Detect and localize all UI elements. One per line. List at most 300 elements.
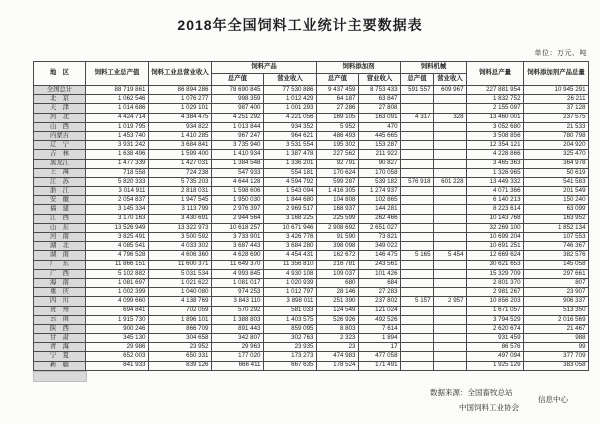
value-cell: 4 606 360 <box>149 251 212 260</box>
value-cell: 1 384 548 <box>212 159 264 168</box>
value-cell: 262 466 <box>359 214 401 223</box>
value-cell: 964 621 <box>264 131 317 140</box>
value-cell: 4 384 475 <box>149 113 212 122</box>
value-cell: 3 687 443 <box>212 242 264 251</box>
value-cell: 2 016 569 <box>524 315 589 324</box>
value-cell <box>434 242 467 251</box>
table-header <box>34 62 589 86</box>
value-cell: 4 085 541 <box>86 242 149 251</box>
value-cell: 650 331 <box>149 352 212 361</box>
value-cell: 4 251 292 <box>212 113 264 122</box>
value-cell: 526 926 <box>317 315 359 324</box>
region-cell: 黑龙江 <box>34 159 86 168</box>
table-row <box>34 288 589 297</box>
table-row <box>34 168 589 177</box>
value-cell: 23 935 <box>264 343 317 352</box>
table-row <box>34 141 589 150</box>
value-cell: 90 827 <box>359 159 401 168</box>
value-cell: 109 037 <box>317 269 359 278</box>
region-cell: 贵 州 <box>34 306 86 315</box>
value-cell: 92 791 <box>317 159 359 168</box>
value-cell: 5 031 534 <box>149 269 212 278</box>
value-cell: 77 530 886 <box>264 86 317 95</box>
value-cell: 1 416 305 <box>317 187 359 196</box>
value-cell: 1 012 797 <box>264 288 317 297</box>
value-cell: 204 920 <box>524 141 589 150</box>
value-cell: 10 691 251 <box>467 242 524 251</box>
value-cell: 4 033 302 <box>149 242 212 251</box>
value-cell: 667 635 <box>264 361 317 370</box>
region-cell: 上 海 <box>34 168 86 177</box>
value-cell <box>434 306 467 315</box>
value-cell: 1 453 740 <box>86 131 149 140</box>
value-cell: 9 437 459 <box>317 86 359 95</box>
header-industry-output: 饲料工业总产值 <box>86 62 149 86</box>
value-cell: 178 524 <box>317 361 359 370</box>
value-cell: 541 583 <box>524 177 589 186</box>
value-cell: 2 801 370 <box>467 278 524 287</box>
value-cell: 382 576 <box>524 251 589 260</box>
value-cell: 3 733 901 <box>212 233 264 242</box>
value-cell: 866 709 <box>149 324 212 333</box>
value-cell: 86 894 286 <box>149 86 212 95</box>
value-cell: 513 350 <box>524 306 589 315</box>
value-cell: 807 <box>524 278 589 287</box>
value-cell: 3 684 280 <box>264 242 317 251</box>
value-cell: 1 852 134 <box>524 223 589 232</box>
value-cell: 967 247 <box>212 131 264 140</box>
value-cell: 2 976 397 <box>212 205 264 214</box>
header-group-feed-machinery: 饲料机械 <box>401 62 467 74</box>
value-cell <box>434 269 467 278</box>
value-cell: 251 390 <box>317 297 359 306</box>
value-cell: 1 947 545 <box>149 196 212 205</box>
value-cell: 906 337 <box>524 297 589 306</box>
value-cell: 4 930 108 <box>264 269 317 278</box>
value-cell: 13 322 973 <box>149 223 212 232</box>
value-cell: 237 575 <box>524 113 589 122</box>
value-cell: 601 228 <box>434 177 467 186</box>
value-cell: 2 620 674 <box>467 324 524 333</box>
value-cell: 1 076 277 <box>149 95 212 104</box>
value-cell <box>434 150 467 159</box>
value-cell: 841 933 <box>86 361 149 370</box>
value-cell: 86 576 <box>467 343 524 352</box>
value-cell: 2 651 027 <box>359 223 401 232</box>
value-cell: 27 808 <box>359 104 401 113</box>
statistics-table <box>33 61 589 371</box>
value-cell: 652 003 <box>86 352 149 361</box>
value-cell <box>401 159 434 168</box>
value-cell: 1 014 686 <box>86 104 149 113</box>
value-cell: 169 105 <box>317 113 359 122</box>
value-cell <box>401 122 434 131</box>
value-cell: 1 915 730 <box>86 315 149 324</box>
value-cell <box>434 159 467 168</box>
value-cell: 1 599 400 <box>149 150 212 159</box>
value-cell: 225 599 <box>317 214 359 223</box>
value-cell <box>434 223 467 232</box>
value-cell: 195 302 <box>317 141 359 150</box>
value-cell <box>401 334 434 343</box>
header-additive-revenue: 营业收入 <box>359 74 401 86</box>
value-cell: 3 052 680 <box>467 122 524 131</box>
data-source-right: 信息中心 <box>538 395 568 404</box>
value-cell: 470 <box>359 122 401 131</box>
value-cell: 4 228 866 <box>467 150 524 159</box>
value-cell: 445 665 <box>359 131 401 140</box>
region-cell: 福 建 <box>34 205 86 214</box>
value-cell: 2 054 837 <box>86 196 149 205</box>
table-row <box>34 131 589 140</box>
value-cell: 201 549 <box>524 187 589 196</box>
value-cell: 1 040 080 <box>149 288 212 297</box>
value-cell: 1 543 094 <box>264 187 317 196</box>
value-cell: 1 013 844 <box>212 122 264 131</box>
value-cell: 37 128 <box>524 104 589 113</box>
value-cell: 3 825 491 <box>86 233 149 242</box>
region-cell: 全国总计 <box>34 86 86 95</box>
value-cell: 554 181 <box>264 168 317 177</box>
value-cell: 3 430 691 <box>149 214 212 223</box>
table-body <box>34 86 589 371</box>
region-cell: 湖 北 <box>34 242 86 251</box>
value-cell: 11 600 371 <box>149 260 212 269</box>
value-cell <box>401 187 434 196</box>
value-cell: 107 553 <box>524 233 589 242</box>
value-cell: 12 354 121 <box>467 141 524 150</box>
value-cell <box>401 233 434 242</box>
value-cell: 599 287 <box>317 177 359 186</box>
value-cell: 4 993 845 <box>212 269 264 278</box>
value-cell: 934 822 <box>149 122 212 131</box>
table-row <box>34 159 589 168</box>
value-cell: 23 952 <box>149 343 212 352</box>
value-cell: 173 273 <box>264 352 317 361</box>
value-cell: 63 099 <box>524 205 589 214</box>
value-cell: 576 918 <box>401 177 434 186</box>
value-cell: 2 908 692 <box>317 223 359 232</box>
value-cell: 4 099 660 <box>86 297 149 306</box>
value-cell <box>401 141 434 150</box>
value-cell: 591 557 <box>401 86 434 95</box>
value-cell: 27 283 <box>359 288 401 297</box>
value-cell: 6 140 213 <box>467 196 524 205</box>
value-cell: 891 443 <box>212 324 264 333</box>
value-cell <box>401 104 434 113</box>
value-cell: 931 459 <box>467 334 524 343</box>
value-cell: 702 059 <box>149 306 212 315</box>
table-row <box>34 306 589 315</box>
value-cell <box>401 288 434 297</box>
header-industry-revenue: 饲料工业总营业收入 <box>149 62 212 86</box>
value-cell: 4 424 714 <box>86 113 149 122</box>
value-cell: 8 753 433 <box>359 86 401 95</box>
value-cell: 4 594 792 <box>264 177 317 186</box>
data-source-line2: 中国饲料工业协会 <box>459 403 519 412</box>
value-cell: 3 684 841 <box>149 141 212 150</box>
table-row <box>34 324 589 333</box>
region-cell: 重 庆 <box>34 288 86 297</box>
table-row <box>34 334 589 343</box>
value-cell: 492 526 <box>359 315 401 324</box>
value-cell: 4 796 528 <box>86 251 149 260</box>
value-cell: 1 081 697 <box>86 278 149 287</box>
value-cell: 73 821 <box>359 233 401 242</box>
value-cell: 1 925 129 <box>467 361 524 370</box>
value-cell: 570 292 <box>212 306 264 315</box>
value-cell: 377 709 <box>524 352 589 361</box>
value-cell: 486 493 <box>317 131 359 140</box>
value-cell: 1 403 575 <box>264 315 317 324</box>
table-row <box>34 352 589 361</box>
value-cell: 15 329 709 <box>467 269 524 278</box>
value-cell: 1 638 496 <box>86 150 149 159</box>
value-cell: 297 661 <box>524 269 589 278</box>
value-cell: 227 562 <box>317 150 359 159</box>
value-cell: 163 091 <box>359 113 401 122</box>
value-cell: 1 387 478 <box>264 150 317 159</box>
value-cell <box>401 324 434 333</box>
value-cell <box>434 315 467 324</box>
table-row <box>34 187 589 196</box>
table-row <box>34 223 589 232</box>
value-cell <box>401 196 434 205</box>
value-cell: 1 274 937 <box>359 187 401 196</box>
value-cell: 78 690 845 <box>212 86 264 95</box>
value-cell: 5 157 <box>401 297 434 306</box>
value-cell: 8 803 <box>317 324 359 333</box>
value-cell: 2 969 517 <box>264 205 317 214</box>
value-cell: 243 561 <box>359 260 401 269</box>
value-cell: 1 410 285 <box>149 131 212 140</box>
value-cell: 497 094 <box>467 352 524 361</box>
value-cell <box>401 242 434 251</box>
value-cell: 746 367 <box>524 242 589 251</box>
table-row <box>34 251 589 260</box>
value-cell: 349 022 <box>359 242 401 251</box>
header-product-output: 总产值 <box>212 74 264 86</box>
table-row <box>34 361 589 370</box>
value-cell: 63 847 <box>359 95 401 104</box>
value-cell: 581 033 <box>264 306 317 315</box>
value-cell: 1 021 622 <box>149 278 212 287</box>
value-cell: 101 426 <box>359 269 401 278</box>
value-cell <box>401 214 434 223</box>
value-cell: 3 898 011 <box>264 297 317 306</box>
value-cell <box>401 361 434 370</box>
value-cell <box>401 95 434 104</box>
header-region: 地 区 <box>34 62 86 86</box>
value-cell: 3 168 225 <box>264 214 317 223</box>
region-cell: 浙 江 <box>34 187 86 196</box>
value-cell: 1 844 680 <box>264 196 317 205</box>
value-cell: 64 187 <box>317 95 359 104</box>
table-row <box>34 86 589 95</box>
value-cell: 398 098 <box>317 242 359 251</box>
value-cell: 5 165 <box>401 251 434 260</box>
value-cell: 3 931 242 <box>86 141 149 150</box>
value-cell: 3 014 911 <box>86 187 149 196</box>
value-cell: 10 671 946 <box>264 223 317 232</box>
value-cell <box>434 122 467 131</box>
value-cell: 474 983 <box>317 352 359 361</box>
value-cell <box>434 343 467 352</box>
value-cell: 680 <box>317 278 359 287</box>
table-row <box>34 205 589 214</box>
value-cell: 325 470 <box>524 150 589 159</box>
value-cell: 2 981 267 <box>467 288 524 297</box>
value-cell: 237 802 <box>359 297 401 306</box>
value-cell: 4 628 690 <box>212 251 264 260</box>
value-cell: 29 963 <box>212 343 264 352</box>
value-cell: 102 865 <box>359 196 401 205</box>
value-cell: 304 658 <box>149 334 212 343</box>
region-cell: 广 西 <box>34 269 86 278</box>
value-cell: 10 143 768 <box>467 214 524 223</box>
value-cell: 302 763 <box>264 334 317 343</box>
value-cell: 23 907 <box>524 288 589 297</box>
value-cell: 2 944 564 <box>212 214 264 223</box>
value-cell: 3 508 856 <box>467 131 524 140</box>
value-cell <box>434 260 467 269</box>
value-cell: 211 922 <box>359 150 401 159</box>
value-cell: 3 735 940 <box>212 141 264 150</box>
value-cell <box>401 315 434 324</box>
value-cell: 1 671 057 <box>467 306 524 315</box>
value-cell: 168 937 <box>317 205 359 214</box>
leftover-gray-cell <box>33 371 87 382</box>
value-cell <box>401 278 434 287</box>
value-cell: 1 427 031 <box>149 159 212 168</box>
value-cell <box>434 214 467 223</box>
value-cell: 3 465 363 <box>467 159 524 168</box>
header-group-feed-additive: 饲料添加剂 <box>317 62 401 74</box>
table-row <box>34 214 589 223</box>
value-cell: 5 454 <box>434 251 467 260</box>
value-cell <box>401 168 434 177</box>
value-cell: 5 735 203 <box>149 177 212 186</box>
value-cell: 3 843 110 <box>212 297 264 306</box>
value-cell <box>401 150 434 159</box>
value-cell <box>434 278 467 287</box>
value-cell <box>434 233 467 242</box>
value-cell <box>401 131 434 140</box>
region-cell: 海 南 <box>34 278 86 287</box>
region-cell: 甘 肃 <box>34 334 86 343</box>
value-cell: 145 058 <box>524 260 589 269</box>
region-cell: 陕 西 <box>34 324 86 333</box>
region-cell: 内蒙古 <box>34 131 86 140</box>
region-cell: 湖 南 <box>34 251 86 260</box>
region-cell: 山 西 <box>34 122 86 131</box>
value-cell <box>401 223 434 232</box>
value-cell: 2 323 <box>317 334 359 343</box>
value-cell: 859 095 <box>264 324 317 333</box>
value-cell <box>434 187 467 196</box>
value-cell: 21 533 <box>524 122 589 131</box>
value-cell: 383 058 <box>524 361 589 370</box>
value-cell: 163 952 <box>524 214 589 223</box>
value-cell: 4 071 366 <box>467 187 524 196</box>
value-cell: 26 211 <box>524 95 589 104</box>
value-cell: 684 <box>359 278 401 287</box>
value-cell <box>401 260 434 269</box>
table-row <box>34 122 589 131</box>
value-cell: 227 881 954 <box>467 86 524 95</box>
table-row <box>34 343 589 352</box>
value-cell <box>434 288 467 297</box>
value-cell: 1 002 399 <box>86 288 149 297</box>
value-cell: 12 669 624 <box>467 251 524 260</box>
value-cell: 5 952 <box>317 122 359 131</box>
value-cell: 3 794 529 <box>467 315 524 324</box>
value-cell: 3 170 163 <box>86 214 149 223</box>
value-cell: 10 856 203 <box>467 297 524 306</box>
value-cell: 8 223 614 <box>467 205 524 214</box>
table-row <box>34 95 589 104</box>
value-cell <box>434 131 467 140</box>
table-row <box>34 233 589 242</box>
value-cell: 1 598 606 <box>212 187 264 196</box>
value-cell: 144 281 <box>359 205 401 214</box>
value-cell: 694 841 <box>86 306 149 315</box>
page-title: 2018年全国饲料工业统计主要数据表 <box>177 17 423 33</box>
region-cell: 北 京 <box>34 95 86 104</box>
value-cell <box>401 343 434 352</box>
value-cell: 91 590 <box>317 233 359 242</box>
value-cell: 1 950 030 <box>212 196 264 205</box>
table-row <box>34 196 589 205</box>
region-cell: 云 南 <box>34 315 86 324</box>
value-cell: 1 019 795 <box>86 122 149 131</box>
value-cell: 3 531 554 <box>264 141 317 150</box>
table-row <box>34 177 589 186</box>
value-cell: 88 719 861 <box>86 86 149 95</box>
value-cell: 987 400 <box>212 104 264 113</box>
unit-note: 单位：万元、吨 <box>534 50 587 57</box>
value-cell: 27 286 <box>317 104 359 113</box>
region-cell: 江 苏 <box>34 177 86 186</box>
value-cell: 2 155 097 <box>467 104 524 113</box>
value-cell <box>401 352 434 361</box>
value-cell: 3 426 776 <box>264 233 317 242</box>
data-source-line1: 数据来源：全国畜牧总站 <box>430 388 513 397</box>
value-cell: 28 146 <box>317 288 359 297</box>
value-cell: 50 619 <box>524 168 589 177</box>
value-cell: 177 020 <box>212 352 264 361</box>
value-cell: 2 818 031 <box>149 187 212 196</box>
value-cell <box>434 334 467 343</box>
table-row <box>34 104 589 113</box>
value-cell: 1 477 339 <box>86 159 149 168</box>
value-cell: 17 <box>359 343 401 352</box>
value-cell: 104 808 <box>317 196 359 205</box>
value-cell: 11 649 370 <box>212 260 264 269</box>
value-cell <box>434 168 467 177</box>
value-cell: 7 614 <box>359 324 401 333</box>
value-cell: 1 326 965 <box>467 168 524 177</box>
value-cell: 32 269 100 <box>467 223 524 232</box>
value-cell: 4 317 <box>401 113 434 122</box>
value-cell: 23 <box>317 343 359 352</box>
value-cell <box>434 141 467 150</box>
value-cell <box>434 104 467 113</box>
value-cell: 934 352 <box>264 122 317 131</box>
region-cell: 河 南 <box>34 233 86 242</box>
region-cell: 江 西 <box>34 214 86 223</box>
value-cell: 974 253 <box>212 288 264 297</box>
